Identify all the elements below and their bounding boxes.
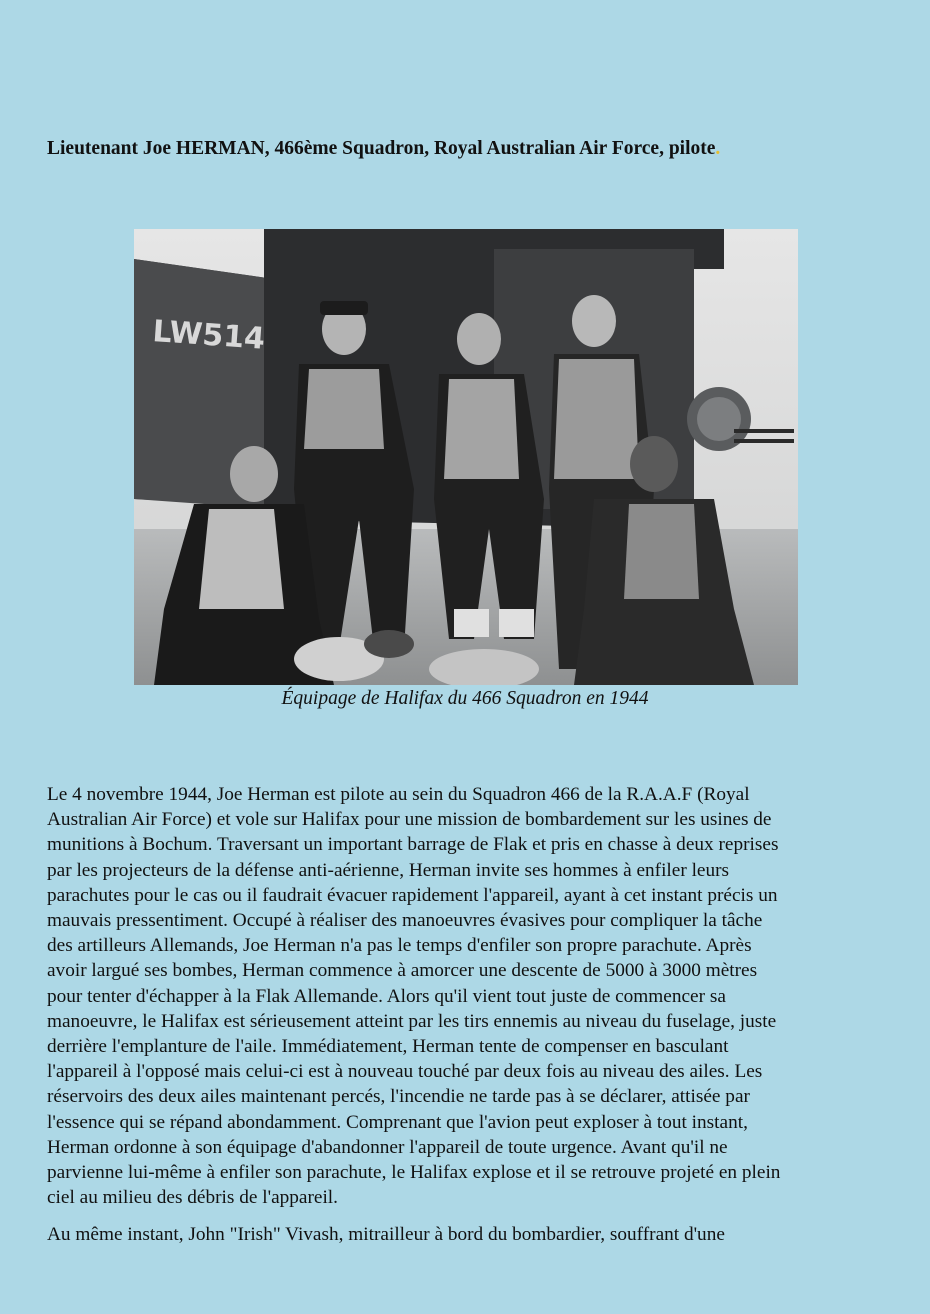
paragraph-line: manoeuvre, le Halifax est sérieusement atteint par les tirs ennemis au niveau du fuselage, juste [47,1010,777,1032]
page-title [47,136,897,162]
paragraph-line: des artilleurs Allemands, Joe Herman n'a pas le temps d'enfiler son propre parachute. Après [47,935,752,957]
paragraph-line: Australian Air Force) et vole sur Halifax pour une mission de bombardement sur les usines de [47,809,772,831]
tail-code: LW514 [151,314,267,357]
paragraph-line: l'essence qui se répand abondamment. Comprenant que l'avion peut exploser à tout instant, [47,1111,748,1133]
paragraph-line: derrière l'emplanture de l'aile. Immédiatement, Herman tente de compenser en basculant [47,1036,729,1058]
paragraph-line: mauvais pressentiment. Occupé à réaliser des manoeuvres évasives pour compliquer la tâche [47,910,763,932]
title-dot: . [715,138,721,159]
paragraph-line: par les projecteurs de la défense anti-aérienne, Herman invite ses hommes à enfiler leurs [47,859,730,881]
paragraph-line: parvienne lui-même à enfiler son parachute, le Halifax explose et il se retrouve projeté en plein [47,1162,781,1184]
paragraph-line: réservoirs des deux ailes maintenant percés, l'incendie ne tarde pas à se déclarer, attisée par [47,1086,750,1108]
body-paragraph [47,782,887,1210]
crew-photo [134,229,798,685]
paragraph-line: avoir largué ses bombes, Herman commence à amorcer une descente de 5000 à 3000 mètres [47,960,758,982]
paragraph-line: Herman ordonne à son équipage d'abandonner l'appareil de toute urgence. Avant qu'il ne [47,1136,728,1158]
paragraph-line: ciel au milieu des débris de l'appareil. [47,1187,338,1209]
paragraph-line: munitions à Bochum. Traversant un important barrage de Flak et pris en chasse à deux reprises [47,834,779,856]
photo-caption: Équipage de Halifax du 466 Squadron en 1944 [281,688,649,709]
paragraph-line: parachutes pour le cas ou il faudrait évacuer rapidement l'appareil, ayant à cet instant précis un [47,884,778,906]
paragraph-line: Le 4 novembre 1944, Joe Herman est pilote au sein du Squadron 466 de la R.A.A.F (Royal [47,784,750,805]
page-title-text: Lieutenant Joe HERMAN, 466ème Squadron, Royal Australian Air Force, pilote [47,138,716,159]
paragraph-line: l'appareil à l'opposé mais celui-ci est à nouveau touché par deux fois au niveau des ailes. Les [47,1061,763,1083]
body-paragraph-2: Au même instant, John "Irish" Vivash, mitrailleur à bord du bombardier, souffrant d'une [47,1224,725,1245]
paragraph-line: pour tenter d'échapper à la Flak Allemande. Alors qu'il vient tout juste de commencer sa [47,985,726,1007]
